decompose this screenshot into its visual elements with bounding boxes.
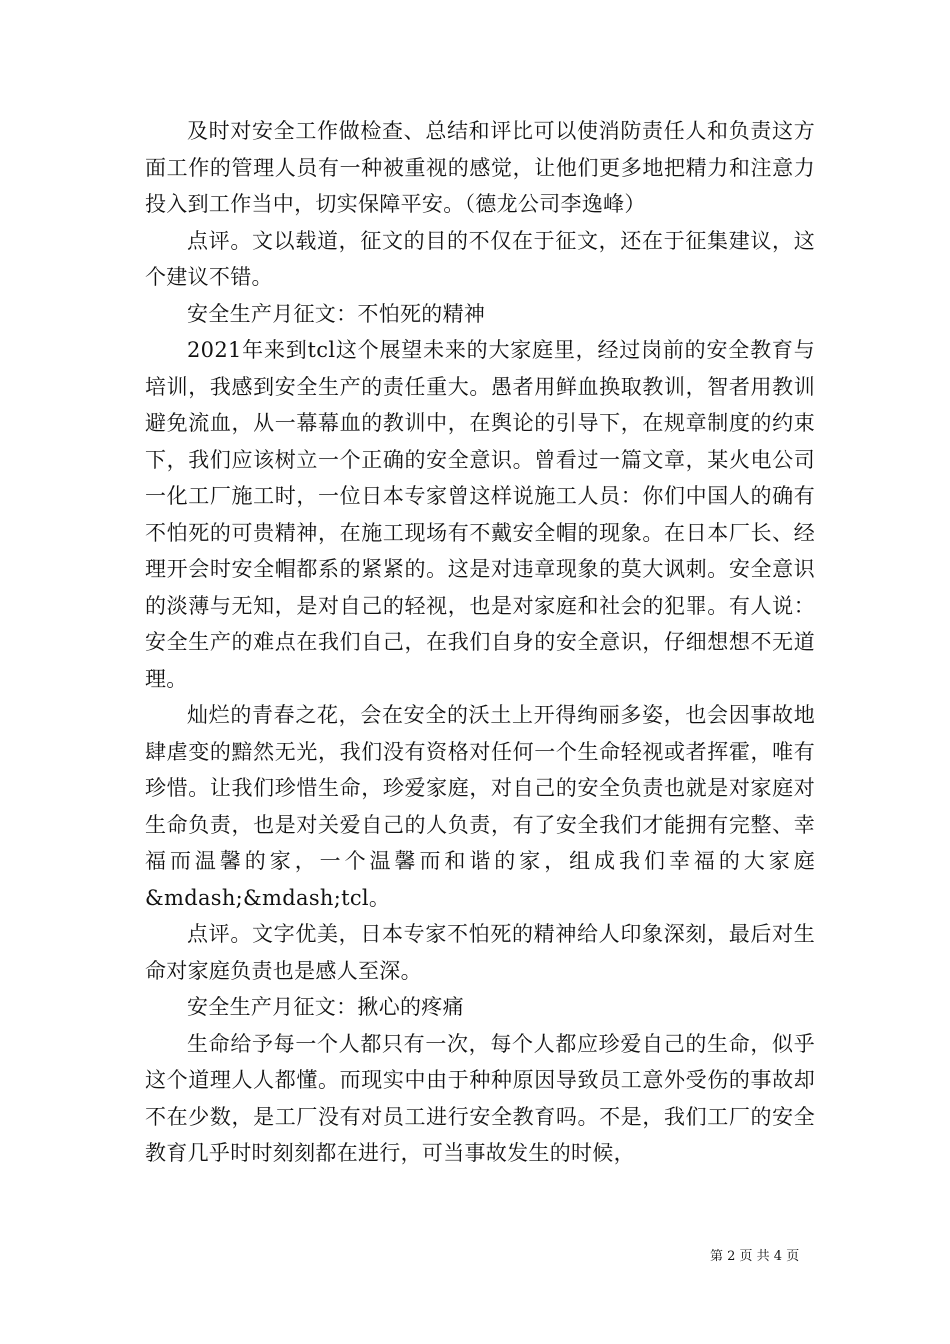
paragraph-6: 生命给予每一个人都只有一次，每个人都应珍爱自己的生命，似乎这个道理人人都懂。而现实中由于种种原因导致员工意外受伤的事故却不在少数，是工厂没有对员工进行安全教育吗。不是，我们工厂的安全教育几乎时时刻刻都在进行，可当事故发生的时候， bbox=[145, 1031, 815, 1165]
paragraph-4: 灿烂的青春之花，会在安全的沃土上开得绚丽多姿，也会因事故地肆虐变的黯然无光，我们没有资格对任何一个生命轻视或者挥霍，唯有珍惜。让我们珍惜生命，珍爱家庭，对自己的安全负责也就是对家庭对生命负责，也是对关爱自己的人负责，有了安全我们才能拥有完整、幸福而温馨的家，一个温馨而和谐的家，组成我们幸福的大家庭&mdash;&mdash;tcl。 bbox=[145, 703, 815, 910]
paragraph-1: 及时对安全工作做检查、总结和评比可以使消防责任人和负责这方面工作的管理人员有一种被重视的感觉，让他们更多地把精力和注意力投入到工作当中，切实保障平安。（德龙公司李逸峰） bbox=[145, 119, 815, 216]
paragraph-2-comment: 点评。文以载道，征文的目的不仅在于征文，还在于征集建议，这个建议不错。 bbox=[145, 228, 815, 289]
paragraph-3: 2021年来到tcl这个展望未来的大家庭里，经过岗前的安全教育与培训，我感到安全生产的责任重大。愚者用鲜血换取教训，智者用教训避免流血，从一幕幕血的教训中，在舆论的引导下，在规章制度的约束下，我们应该树立一个正确的安全意识。曾看过一篇文章，某火电公司一化工厂施工时，一位日本专家曾这样说施工人员：你们中国人的确有不怕死的可贵精神，在施工现场有不戴安全帽的现象。在日本厂长、经理开会时安全帽都系的紧紧的。这是对违章现象的莫大讽刺。安全意识的淡薄与无知，是对自己的轻视，也是对家庭和社会的犯罪。有人说：安全生产的难点在我们自己，在我们自身的安全意识，仔细想想不无道理。 bbox=[145, 338, 815, 691]
document-body bbox=[145, 113, 815, 1172]
paragraph-5-comment: 点评。文字优美，日本专家不怕死的精神给人印象深刻，最后对生命对家庭负责也是感人至深。 bbox=[145, 922, 815, 983]
essay-title-1: 安全生产月征文：不怕死的精神 bbox=[187, 301, 486, 326]
essay-title-2: 安全生产月征文：揪心的疼痛 bbox=[187, 995, 464, 1019]
page-number: 第 2 页 共 4 页 bbox=[710, 1249, 800, 1264]
